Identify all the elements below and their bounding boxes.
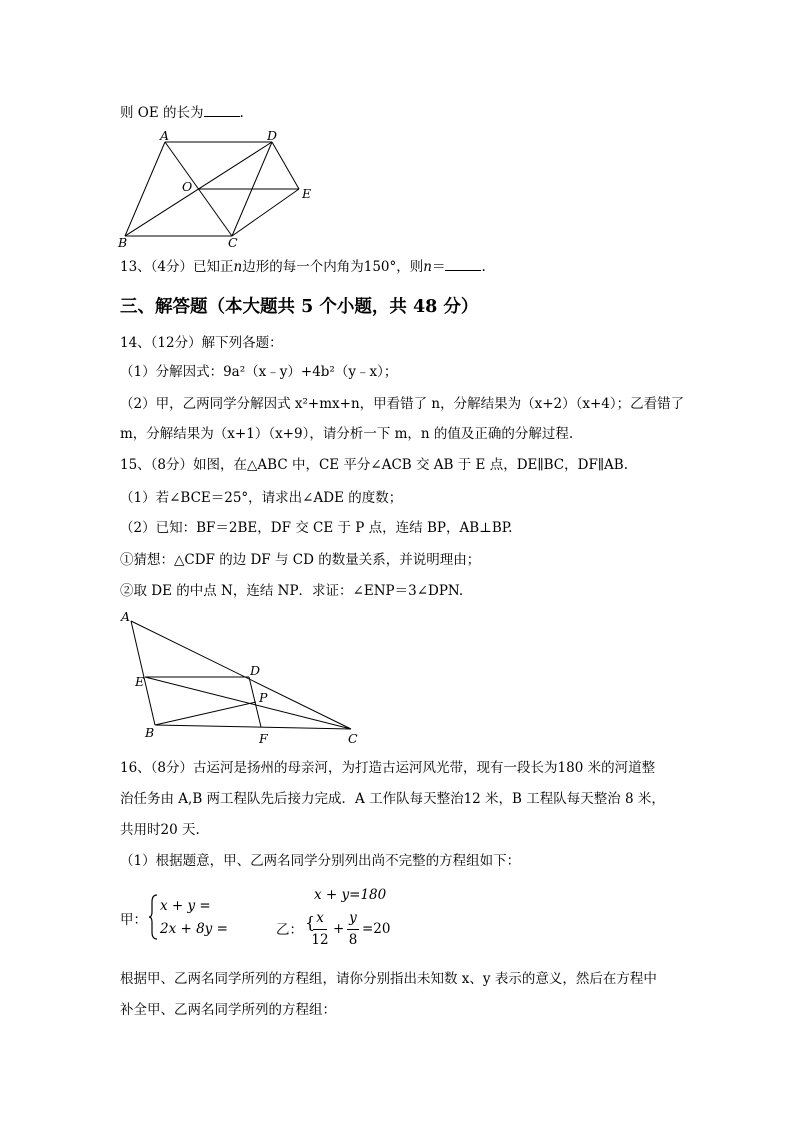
q16-after-line1: 根据甲、乙两名同学所列的方程组，请你分别指出未知数 x、y 表示的意义，然后在方程中 [120, 971, 657, 987]
yi-brace: { [305, 913, 316, 932]
yi-plus: + [333, 921, 345, 937]
q13-var-n: n [233, 259, 243, 275]
q12-answer-line [120, 104, 244, 122]
q13-prefix: 13、（4分）已知正 [120, 259, 234, 275]
figure-parallelogram [115, 128, 315, 250]
q16-part1: （1）根据题意，甲、乙两名同学分别列出尚不完整的方程组如下： [120, 853, 521, 869]
q13-eq: ＝ [431, 259, 446, 275]
q15-stem: 15、（8分）如图，在△ABC 中，CE 平分∠ACB 交 AB 于 E 点，DE∥BC，DF∥AB. [120, 457, 629, 473]
q14-part2-line2: m，分解结果为（x+1）（x+9），请分析一下 m，n 的值及正确的分解过程. [120, 426, 574, 442]
fig1-label-D: D [267, 128, 278, 143]
figure-triangle [113, 605, 373, 747]
q15-part2-1: ①猜想：△CDF 的边 DF 与 CD 的数量关系，并说明理由； [120, 552, 481, 568]
jia-label: 甲： [120, 912, 147, 928]
fig2-label-E: E [135, 674, 145, 689]
fig2-label-C: C [348, 731, 358, 746]
fig1-label-B: B [118, 235, 128, 250]
q14-part1: （1）分解因式：9a²（x﹣y）+4b²（y﹣x）； [120, 364, 398, 380]
q16-after-line2: 补全甲、乙两名同学所列的方程组： [120, 1002, 336, 1018]
jia-brace [148, 894, 158, 940]
yi-label: 乙： [276, 922, 303, 938]
q15-part2-2: ②取 DE 的中点 N，连结 NP．求证：∠ENP＝3∠DPN. [120, 583, 464, 599]
q16-line3: 共用时20 天. [120, 822, 200, 838]
q14-part2-line1: （2）甲，乙两同学分解因式 x²+mx+n，甲看错了 n，分解结果为（x+2）（x+4）；乙看错了 [120, 396, 685, 412]
q12-answer-blank[interactable] [204, 116, 240, 117]
q12-text: 则 OE 的长为 [120, 105, 204, 121]
fig1-label-E: E [302, 186, 312, 201]
q13-answer-blank[interactable] [445, 270, 481, 271]
fig2-label-P: P [259, 690, 268, 705]
yi-rhs: =20 [362, 921, 391, 937]
q16-line2: 治任务由 A,B 两工程队先后接力完成．A 工作队每天整治12 米，B 工程队每天整治 8 米， [120, 791, 665, 807]
q13-var-n2: n [423, 259, 432, 275]
q13-question [120, 258, 486, 276]
fig2-label-A: A [121, 609, 131, 624]
q13-mid: 边形的每一个内角为150°，则 [242, 259, 424, 275]
fig2-label-F: F [259, 731, 268, 746]
q16-line1: 16、（8分）古运河是扬州的母亲河，为打造古运河风光带，现有一段长为180 米的河道整 [120, 760, 656, 776]
fig2-label-B: B [145, 725, 155, 740]
fig1-label-O: O [182, 179, 193, 194]
yi-frac2-bar [347, 929, 359, 930]
jia-eq2: 2x + 8y = [160, 921, 228, 937]
q13-end: . [481, 259, 486, 275]
fig2-label-D: D [250, 663, 261, 678]
fig1-label-C: C [228, 235, 238, 250]
q12-end: . [239, 105, 244, 121]
yi-frac2-den: 8 [348, 932, 358, 948]
yi-frac1-den: 12 [311, 932, 329, 948]
q15-part2: （2）已知：BF＝2BE，DF 交 CE 于 P 点，连结 BP，AB⊥BP. [120, 520, 513, 536]
section3-heading: 三、解答题（本大题共 5 个小题，共 48 分） [120, 297, 479, 317]
yi-eq1: x + y=180 [314, 887, 387, 903]
q15-part1: （1）若∠BCE＝25°，请求出∠ADE 的度数； [120, 490, 403, 506]
fig1-label-A: A [160, 128, 170, 143]
yi-frac1-num: x [316, 910, 324, 926]
jia-eq1: x + y = [160, 898, 211, 914]
yi-frac1-bar [313, 929, 327, 930]
yi-frac2-num: y [349, 910, 357, 926]
q14-stem: 14、（12分）解下列各题： [120, 335, 283, 351]
